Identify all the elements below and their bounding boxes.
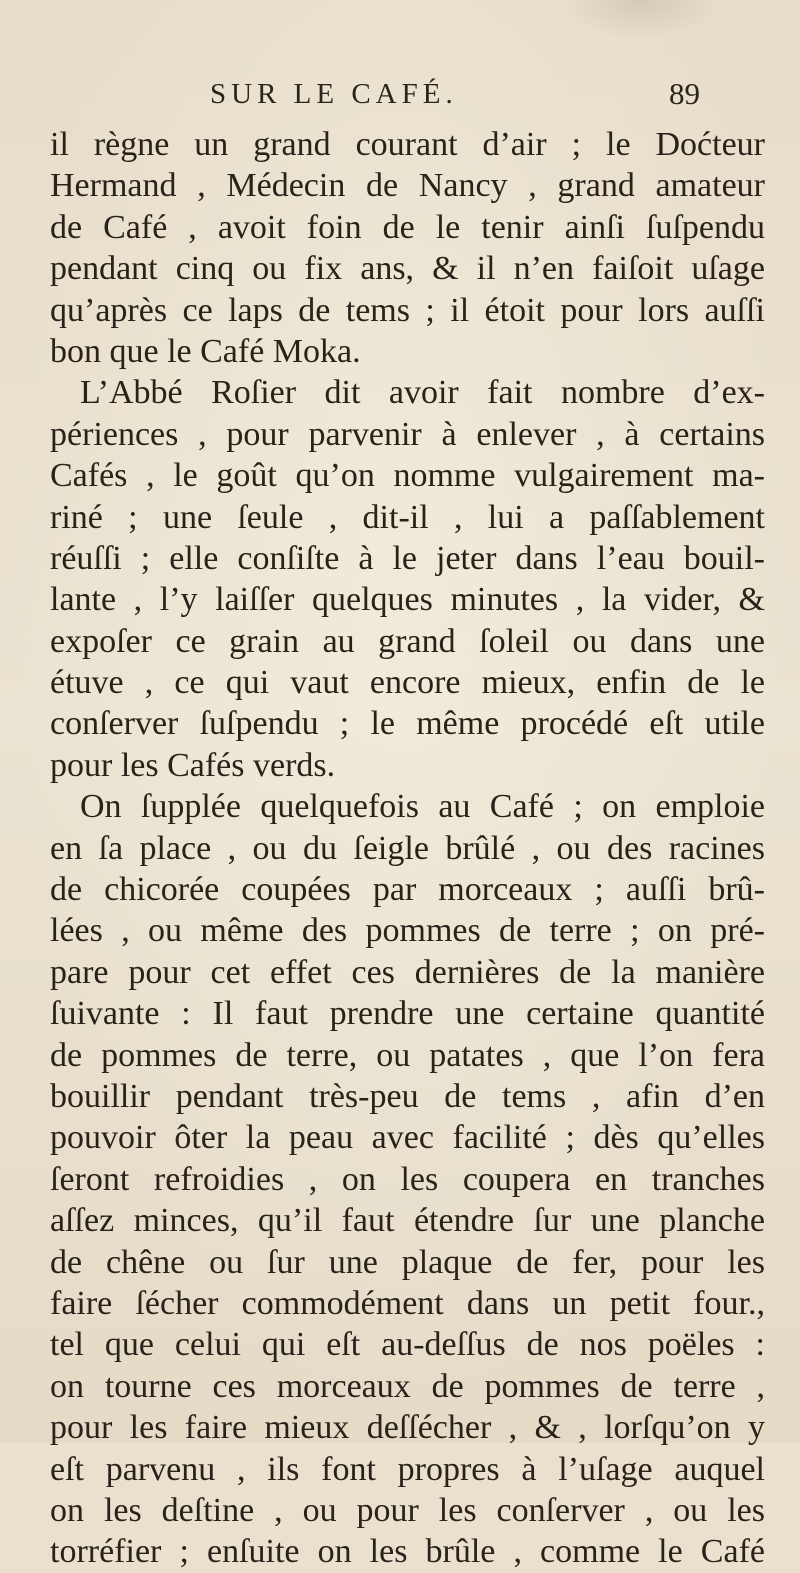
text-line: en ſa place , ou du ſeigle brûlé , ou des racines	[50, 829, 765, 867]
text-line: périences , pour parvenir à enlever , à certains	[50, 415, 765, 453]
text-line: de Café , avoit foin de le tenir ainſi ſuſpendu	[50, 208, 765, 246]
text-line: de pommes de terre, ou patates , que l’on fera	[50, 1036, 765, 1074]
text-line: il règne un grand courant d’air ; le Doćteur	[50, 126, 765, 163]
text-line: Hermand , Médecin de Nancy , grand amateur	[50, 167, 765, 205]
text-line: conſerver ſuſpendu ; le même procédé eſt utile	[50, 705, 765, 743]
text-line: Cafés , le goût qu’on nomme vulgairement ma-	[50, 457, 765, 495]
text-line: étuve , ce qui vaut encore mieux, enfin de le	[50, 664, 765, 702]
text-line: pendant cinq ou fix ans, & il n’en faiſoit uſage	[50, 250, 765, 288]
text-line: pour les faire mieux deſſécher , & , lorſqu’on y	[50, 1409, 765, 1447]
text-line: lante , l’y laiſſer quelques minutes , la vider, &	[50, 581, 765, 619]
text-line: eſt parvenu , ils font propres à l’uſage auquel	[50, 1450, 765, 1488]
text-line: de chêne ou ſur une plaque de fer, pour les	[50, 1243, 765, 1281]
text-line: ſeront refroidies , on les coupera en tranches	[50, 1160, 765, 1198]
text-line: expoſer ce grain au grand ſoleil ou dans une	[50, 622, 765, 660]
text-line: lées , ou même des pommes de terre ; on pré-	[50, 912, 765, 950]
text-line: bon que le Café Moka.	[50, 332, 361, 370]
text-line: On ſupplée quelquefois au Café ; on emploie	[80, 788, 765, 826]
text-line: on tourne ces morceaux de pommes de terre ,	[50, 1367, 765, 1405]
body-text	[50, 124, 765, 1573]
text-line: pouvoir ôter la peau avec facilité ; dès qu’elles	[50, 1119, 765, 1157]
text-line: ſuivante : Il faut prendre une certaine quantité	[50, 995, 765, 1033]
text-line: pare pour cet effet ces dernières de la manière	[50, 953, 765, 991]
text-line: bouillir pendant très-peu de tems , afin d’en	[50, 1077, 765, 1115]
text-line: faire ſécher commodément dans un petit four.,	[50, 1284, 765, 1322]
text-line: riné ; une ſeule , dit-il , lui a paſſablement	[50, 498, 765, 536]
running-title: SUR LE CAFÉ.	[210, 78, 458, 110]
text-line: de chicorée coupées par morceaux ; auſſi brû-	[50, 871, 765, 909]
page-header	[210, 78, 700, 118]
text-line: aſſez minces, qu’il faut étendre ſur une planche	[50, 1202, 765, 1240]
text-line: qu’après ce laps de tems ; il étoit pour lors auſſi	[50, 291, 765, 329]
text-line: tel que celui qui eſt au-deſſus de nos poëles :	[50, 1326, 765, 1364]
page-number: 89	[669, 76, 700, 111]
text-line: réuſſi ; elle conſiſte à le jeter dans l’eau bouil-	[50, 539, 765, 577]
page-stain	[560, 0, 720, 40]
text-line: L’Abbé Roſier dit avoir fait nombre d’ex-	[80, 374, 765, 412]
text-line: pour les Cafés verds.	[50, 746, 336, 784]
text-line: on les deſtine , ou pour les conſerver , ou les	[50, 1491, 765, 1529]
text-line: torréfier ; enſuite on les brûle , comme le Café	[50, 1533, 765, 1571]
